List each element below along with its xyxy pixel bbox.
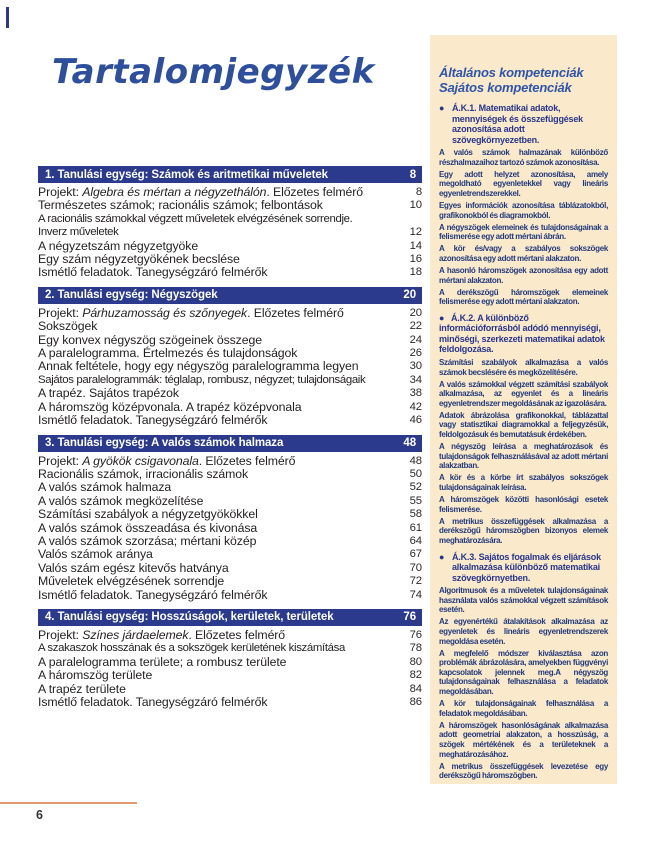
toc-entry-text-part: Ismétlő feladatok. Tanegységzáró felmérők — [38, 413, 268, 428]
toc-entry — [38, 535, 422, 548]
toc-entry-text — [38, 414, 422, 427]
toc-entry — [38, 199, 422, 212]
toc-entry-page-number: 48 — [409, 454, 422, 467]
competency-heading: ● Á.K.3. Sajátos fogalmak és eljárások alkalmazása különböző matematikai szövegkörnyetben. — [439, 551, 601, 583]
competency-heading: ● Á.K.1. Matematikai adatok, mennyiségek és összefüggések azonosítása adott szövegkörnyezetben. — [439, 103, 583, 145]
print-crop-mark — [6, 7, 9, 28]
toc-entry-page-number: 16 — [409, 253, 422, 266]
toc-entry-text — [38, 683, 422, 696]
competencies-sidebar — [430, 35, 617, 784]
competency-paragraph: A metrikus összefüggések alkalmazása a derékszögű háromszögben bizonyos elemek meghatározására. — [439, 516, 608, 545]
toc-entry-page-number: 10 — [409, 199, 422, 212]
toc-entry-page-number: 76 — [409, 628, 422, 641]
competency-heading: ● Á.K.2. A különböző információforrásból adódó mennyiségi, minőségi, szerkezeti matematikai adatok feldolgozása. — [439, 312, 605, 355]
toc-entry-text — [38, 481, 422, 494]
toc-entry-page-number: 80 — [409, 655, 422, 668]
toc-entry-text-part: Számítási szabályok a négyzetgyökökkel — [38, 507, 258, 522]
section-header — [38, 287, 422, 304]
section-header — [38, 435, 422, 452]
toc-entry-text-part: Ismétlő feladatok. Tanegységzáró felmérők — [38, 587, 268, 602]
toc-entry — [38, 683, 422, 696]
toc-entry — [38, 387, 422, 400]
toc-entry-text — [38, 468, 422, 481]
toc-entry-text-part: A valós számok megközelítése — [38, 493, 204, 508]
toc-entry-page-number: 72 — [409, 575, 422, 588]
toc-entry-text-part: A valós számok halmaza — [38, 480, 172, 495]
toc-entry-page-number: 61 — [409, 521, 422, 534]
toc-entry-text-part: A szakaszok hosszának és a sokszögek kerületének kiszámítása — [38, 642, 345, 655]
section-title: 1. Tanulási egység: Számok és aritmetikai műveletek — [45, 168, 328, 181]
toc-entry-text — [38, 347, 422, 360]
toc-entry — [38, 266, 422, 279]
toc-entry-text-part: Természetes számok; racionális számok; felbontások — [38, 198, 323, 213]
toc-entry — [38, 562, 422, 575]
toc-entry — [38, 642, 422, 655]
section-page-number: 20 — [403, 289, 416, 302]
competency-paragraph: Algoritmusok és a műveletek tulajdonságainak használata valós számokkal végzett számítások esetén. — [439, 586, 608, 615]
toc-entry-text-part: Ismétlő feladatok. Tanegységzáró felmérők — [38, 265, 268, 280]
toc-entry-text-part: Egy konvex négyszög szögeinek összege — [38, 332, 262, 347]
toc-entry-text — [38, 696, 422, 709]
toc-entry-text-part: Műveletek elvégzésének sorrendje — [38, 574, 225, 589]
section-header — [38, 166, 422, 183]
section-title: 4. Tanulási egység: Hosszúságok, kerületek, területek — [45, 611, 334, 624]
toc-entry-page-number: 26 — [409, 347, 422, 360]
competency-paragraph: A derékszögű háromszögek elemeinek felismerése egy adott mértani alakzaton. — [439, 287, 608, 307]
toc-entry-text — [38, 562, 422, 575]
competency-paragraph: A valós számokkal végzett számítási szabályok alkalmazása, az egyenlet és a lineáris egyenletrendszer megoldásának az igazolására. — [439, 379, 608, 408]
toc-entry — [38, 575, 422, 588]
competency-paragraph: A megfelelő módszer kiválasztása azon problémák ábrázolására, amelyekben függvényi kapcsolatok jelennek meg.A négyszög tulajdonságainak felhasználása a feladatok megoldásában. — [439, 648, 608, 697]
toc-entry — [38, 656, 422, 669]
toc-entry-text — [38, 629, 422, 642]
bullet-icon: ● — [439, 551, 445, 562]
sidebar-heading-specific: Sajátos kompetenciák — [439, 80, 572, 95]
competency-paragraph: A négyszögek elemeinek és tulajdonságainak a felismerése egy adott mértani ábrán. — [439, 222, 608, 242]
toc-entry — [38, 414, 422, 427]
section-header — [38, 609, 422, 626]
toc-entry-text-part: Projekt: — [38, 627, 83, 642]
toc-entry — [38, 374, 422, 387]
toc-entry-text-part: Annak feltétele, hogy egy négyszög paralelogramma legyen — [38, 359, 359, 374]
toc-entry-text-italic: Algebra és mértan a négyzethálón — [82, 185, 267, 199]
competency-paragraph: A kör és/vagy a szabályos sokszögek azonosítása egy adott mértani alakzaton. — [439, 244, 608, 263]
toc-entry-text — [38, 213, 422, 240]
section-title: 3. Tanulási egység: A valós számok halmaza — [45, 437, 284, 449]
page-number: 6 — [36, 808, 43, 822]
toc-entry — [38, 522, 422, 535]
toc-entry — [38, 401, 422, 414]
footer-rule — [0, 802, 137, 804]
bullet-icon: ● — [439, 103, 445, 113]
toc-entry-page-number: 70 — [409, 561, 422, 574]
toc-entry-page-number: 18 — [409, 266, 422, 279]
toc-entry-page-number: 78 — [409, 642, 422, 655]
toc-entry-text — [38, 199, 422, 212]
toc-entry-text — [38, 669, 422, 682]
toc-entry-page-number: 46 — [409, 414, 422, 427]
toc-entry-page-number: 34 — [409, 373, 422, 386]
toc-entry-text — [38, 360, 422, 373]
toc-section — [38, 435, 422, 602]
section-items — [38, 629, 422, 709]
bullet-icon: ● — [439, 312, 445, 323]
toc-entry — [38, 240, 422, 253]
toc-entry-text-part: A racionális számokkal végzett műveletek elvégzésének sorrendje. — [38, 212, 353, 225]
toc-entry — [38, 696, 422, 709]
toc-entry — [38, 669, 422, 682]
toc-entry — [38, 320, 422, 333]
toc-entry — [38, 548, 422, 561]
toc-entry-page-number: 58 — [409, 508, 422, 521]
toc-entry — [38, 508, 422, 521]
competency-paragraph: A valós számok halmazának különböző részhalmazaihoz tartozó számok azonosítása. — [439, 148, 608, 167]
toc-entry-text — [38, 656, 422, 669]
toc-section — [38, 166, 422, 280]
toc-entry-page-number: 86 — [409, 696, 422, 708]
toc-entry-page-number: 67 — [409, 548, 422, 561]
toc-entry-text — [38, 374, 422, 387]
toc-entry-text-part: A paralelogramma területe; a rombusz területe — [38, 654, 287, 669]
toc-entry-page-number: 24 — [409, 333, 422, 346]
toc-entry — [38, 186, 422, 199]
toc-entry-text — [38, 253, 422, 266]
toc-entry — [38, 213, 422, 240]
toc-entry-text-part: Projekt: — [38, 305, 83, 320]
toc-entry-text — [38, 495, 422, 508]
toc-entry-text-part: . Előzetes felmérő — [247, 305, 344, 320]
competency-paragraph: A hasonló háromszögek azonosítása egy adott mértani alakzaton. — [439, 266, 608, 285]
section-items — [38, 186, 422, 280]
section-page-number: 8 — [409, 168, 416, 181]
toc-entry-text-part: Valós számok aránya — [38, 547, 153, 562]
toc-entry-text-part: Valós szám egész kitevős hatványa — [38, 560, 229, 575]
toc-entry — [38, 468, 422, 481]
toc-entry-text-part: A paralelogramma. Értelmezés és tulajdonságok — [38, 346, 298, 361]
toc-entry-text-part: Projekt: — [38, 453, 83, 468]
competency-paragraph: A háromszögek közötti hasonlósági esetek felismerése. — [439, 495, 608, 514]
competency-paragraph: A négyszög leírása a meghatározások és tulajdonságok felhasználásával az adott mértani alakzatban. — [439, 442, 608, 471]
toc-entry-text — [38, 548, 422, 561]
toc-entry-page-number: 38 — [409, 387, 422, 400]
toc-entry-text-part: A trapéz területe — [38, 681, 126, 696]
toc-entry-text — [38, 307, 422, 320]
toc-entry-text-italic: Párhuzamosság és szőnyegek — [82, 305, 248, 320]
toc-entry-text — [38, 575, 422, 588]
sidebar-blocks — [439, 103, 608, 781]
competency-paragraph: A háromszögek hasonlóságának alkalmazása adott geometriai alakzaton, a hosszúság, a szögek mértékének és a területeknek a meghatározásához. — [439, 720, 608, 759]
toc-entry-text-part: Sokszögek — [38, 319, 98, 334]
toc-entry-page-number: 64 — [409, 534, 422, 547]
competency-paragraph: Egy adott helyzet azonosítása, amely megoldható egyenletekkel vagy lineáris egyenletrendszerekkel. — [439, 169, 608, 198]
toc-entry-page-number: 82 — [409, 669, 422, 682]
toc-entry-text — [38, 240, 422, 253]
toc-entry — [38, 347, 422, 360]
toc-entry-text-part: . Előzetes felmérő — [266, 185, 363, 199]
toc-entry-text — [38, 387, 422, 400]
toc-entry-text-part: A négyzetszám négyzetgyöke — [38, 238, 199, 253]
section-page-number: 76 — [403, 611, 416, 624]
toc-entry-page-number: 50 — [409, 467, 422, 480]
toc-entry-text-italic: Színes járdaelemek — [82, 627, 189, 642]
toc-entry-text — [38, 320, 422, 333]
competency-paragraph: A kör tulajdonságainak felhasználása a feladatok megoldásában. — [439, 699, 608, 718]
toc-entry — [38, 360, 422, 373]
toc-section — [38, 609, 422, 709]
toc-entry-text-part: Racionális számok, irracionális számok — [38, 466, 249, 481]
toc-section — [38, 287, 422, 428]
toc-entry-page-number: 14 — [409, 239, 422, 252]
competency-paragraph: Az egyenértékű átalakítások alkalmazása az egyenletek és lineáris egyenletrendszerek megoldása esetén. — [439, 617, 608, 646]
toc-entry-text — [38, 522, 422, 535]
toc-entry-text-part: A trapéz. Sajátos trapézok — [38, 386, 179, 401]
toc-entry — [38, 629, 422, 642]
toc-entry-text — [38, 186, 422, 199]
toc-entry-page-number: 20 — [409, 306, 422, 319]
toc-entry-text — [38, 401, 422, 414]
toc-entry-text-part: Inverz műveletek — [38, 226, 119, 239]
toc-entry-page-number: 42 — [409, 400, 422, 413]
toc-entry — [38, 495, 422, 508]
competency-paragraph: A kör és a körbe írt szabályos sokszögek tulajdonságainak leírása. — [439, 473, 608, 493]
toc-entry-text — [38, 535, 422, 548]
toc — [38, 166, 422, 716]
section-page-number: 48 — [403, 437, 416, 449]
toc-entry — [38, 307, 422, 320]
competency-paragraph: Adatok ábrázolása grafikonokkal, táblázattal vagy statisztikai diagramokkal a feljegyzésük, feldolgozásuk és bemutatásuk érdekében. — [439, 410, 608, 440]
sidebar-heading — [439, 65, 608, 95]
toc-entry — [38, 589, 422, 602]
toc-entry-page-number: 30 — [409, 360, 422, 373]
toc-entry-page-number: 84 — [409, 682, 422, 695]
competency-paragraph: Egyes információk azonosítása táblázatokból, grafikonokból és diagramokból. — [439, 200, 608, 220]
toc-entry — [38, 481, 422, 494]
toc-entry-text — [38, 266, 422, 279]
toc-entry-page-number: 22 — [409, 320, 422, 333]
toc-entry-page-number: 8 — [415, 186, 422, 198]
toc-entry-text-part: A valós számok szorzása; mértani közép — [38, 533, 257, 548]
toc-entry-text-part: A háromszög középvonala. A trapéz középvonala — [38, 399, 302, 414]
toc-entry-text-part: Sajátos paralelogrammák: téglalap, rombusz, négyzet; tulajdonságaik — [38, 373, 366, 386]
page-title: Tartalomjegyzék — [52, 52, 375, 92]
toc-entry-page-number: 74 — [409, 588, 422, 601]
sidebar-heading-general: Általános kompetenciák — [439, 65, 584, 80]
toc-entry-text-part: Ismétlő feladatok. Tanegységzáró felmérők — [38, 695, 268, 709]
toc-entry-text-part: Egy szám négyzetgyökének becslése — [38, 252, 240, 267]
toc-entry-text — [38, 589, 422, 602]
toc-entry — [38, 253, 422, 266]
toc-entry-text-part: A valós számok összeadása és kivonása — [38, 520, 258, 535]
section-items — [38, 307, 422, 428]
toc-entry-text-part: A háromszög területe — [38, 668, 153, 683]
toc-entry-text-part: Projekt: — [38, 185, 83, 199]
toc-entry — [38, 455, 422, 468]
toc-entry-text-italic: A gyökök csigavonala — [82, 453, 199, 468]
competency-paragraph: Számítási szabályok alkalmazása a valós számok becslésére és megközelítésére. — [439, 357, 608, 377]
toc-entry-page-number: 55 — [409, 494, 422, 507]
toc-entry-text — [38, 455, 422, 468]
toc-entry-text — [38, 508, 422, 521]
section-title: 2. Tanulási egység: Négyszögek — [45, 289, 218, 302]
toc-entry-page-number: 12 — [409, 226, 422, 239]
toc-entry-page-number: 52 — [409, 481, 422, 494]
toc-entry-text-part: . Előzetes felmérő — [188, 627, 286, 642]
toc-entry-text-part: . Előzetes felmérő — [198, 453, 296, 468]
toc-entry-text — [38, 642, 422, 655]
section-items — [38, 455, 422, 602]
competency-paragraph: A metrikus összefüggések levezetése egy derékszögű háromszögben. — [439, 761, 608, 781]
